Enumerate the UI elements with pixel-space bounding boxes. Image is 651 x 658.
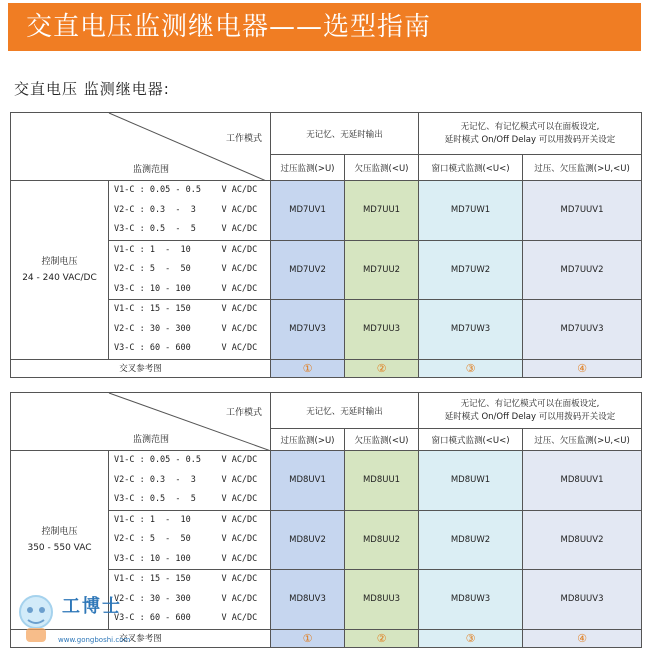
cross-ref-mark: ④: [523, 359, 642, 377]
model-cell: MD8UV3: [271, 570, 345, 630]
page-title: 交直电压监测继电器——选型指南: [26, 12, 432, 42]
range-group-3: [109, 300, 271, 360]
memory-header-line1: 无记忆、有记忆模式可以在面板设定,: [460, 121, 600, 132]
range-line: V1-C : 0.05 - 0.5 V AC/DC: [114, 455, 258, 465]
range-line: V2-C : 30 - 300 V AC/DC: [114, 323, 258, 334]
model-cell: MD8UV2: [271, 510, 345, 570]
model-cell: MD8UV1: [271, 451, 345, 511]
model-cell: MD7UW3: [419, 300, 523, 360]
no-memory-header: 无记忆、无延时输出: [271, 393, 419, 429]
model-cell: MD7UV3: [271, 300, 345, 360]
range-line: V3-C : 0.5 - 5 V AC/DC: [114, 224, 258, 234]
model-cell: MD7UU3: [345, 300, 419, 360]
range-group-2: [109, 240, 271, 300]
under-voltage-header: 欠压监测(<U): [345, 429, 419, 451]
over-under-header: 过压、欠压监测(>U,<U): [523, 429, 642, 451]
range-line: V2-C : 0.3 - 3 V AC/DC: [114, 474, 258, 485]
no-memory-header: 无记忆、无延时输出: [271, 113, 419, 155]
control-voltage-value: 350 - 550 VAC: [27, 542, 92, 553]
range-group-1: [109, 451, 271, 511]
cross-reference-label: 交叉参考图: [11, 359, 271, 377]
model-cell: MD8UU3: [345, 570, 419, 630]
range-line: V1-C : 1 - 10 V AC/DC: [114, 244, 258, 255]
model-cell: MD7UV1: [271, 181, 345, 241]
cross-ref-mark: ①: [271, 629, 345, 647]
cross-ref-mark: ①: [271, 359, 345, 377]
range-line: V3-C : 60 - 600 V AC/DC: [114, 343, 258, 353]
model-cell: MD8UUV3: [523, 570, 642, 630]
model-cell: MD7UU2: [345, 240, 419, 300]
model-cell: MD7UUV2: [523, 240, 642, 300]
over-voltage-header: 过压监测(>U): [271, 155, 345, 181]
cross-ref-mark: ③: [419, 629, 523, 647]
window-mode-header: 窗口模式监测(<U<): [419, 155, 523, 181]
model-cell: MD8UW3: [419, 570, 523, 630]
model-cell: MD8UUV1: [523, 451, 642, 511]
selection-table-1: [10, 112, 642, 378]
cross-ref-mark: ③: [419, 359, 523, 377]
model-cell: MD7UW1: [419, 181, 523, 241]
range-line: V1-C : 15 - 150 V AC/DC: [114, 304, 258, 314]
model-cell: MD8UW2: [419, 510, 523, 570]
cross-ref-mark: ④: [523, 629, 642, 647]
range-line: V3-C : 60 - 600 V AC/DC: [114, 613, 258, 623]
range-line: V2-C : 5 - 50 V AC/DC: [114, 264, 258, 274]
memory-header-line2: 延时模式 On/Off Delay 可以用拨码开关设定: [444, 134, 616, 145]
over-under-header: 过压、欠压监测(>U,<U): [523, 155, 642, 181]
memory-header: [419, 113, 642, 155]
range-line: V2-C : 30 - 300 V AC/DC: [114, 593, 258, 604]
range-line: V3-C : 10 - 100 V AC/DC: [114, 283, 258, 294]
range-line: V1-C : 0.05 - 0.5 V AC/DC: [114, 185, 258, 195]
range-line: V2-C : 5 - 50 V AC/DC: [114, 534, 258, 544]
over-voltage-header: 过压监测(>U): [271, 429, 345, 451]
control-voltage-label: 控制电压: [41, 256, 78, 267]
model-cell: MD7UUV3: [523, 300, 642, 360]
range-group-2: [109, 510, 271, 570]
memory-header: [419, 393, 642, 429]
model-cell: MD8UW1: [419, 451, 523, 511]
monitor-range-label: 监测范围: [133, 165, 170, 175]
window-mode-header: 窗口模式监测(<U<): [419, 429, 523, 451]
range-line: V3-C : 10 - 100 V AC/DC: [114, 553, 258, 564]
range-group-1: [109, 181, 271, 241]
page-title-banner: [8, 3, 641, 51]
memory-header-line1: 无记忆、有记忆模式可以在面板设定,: [460, 398, 600, 409]
memory-header-line2: 延时模式 On/Off Delay 可以用拨码开关设定: [444, 411, 616, 422]
model-cell: MD7UW2: [419, 240, 523, 300]
control-voltage-value: 24 - 240 VAC/DC: [22, 272, 97, 283]
range-line: V3-C : 0.5 - 5 V AC/DC: [114, 494, 258, 504]
section-subtitle: 交直电压 监测继电器:: [14, 80, 170, 98]
range-line: V1-C : 1 - 10 V AC/DC: [114, 514, 258, 525]
model-cell: MD8UUV2: [523, 510, 642, 570]
model-cell: MD8UU2: [345, 510, 419, 570]
control-voltage-cell: [11, 181, 109, 360]
cross-ref-mark: ②: [345, 359, 419, 377]
cross-reference-label: 交叉参考图: [11, 629, 271, 647]
monitor-range-label: 监测范围: [133, 435, 170, 445]
under-voltage-header: 欠压监测(<U): [345, 155, 419, 181]
diagonal-header-cell: [11, 393, 271, 451]
model-cell: MD7UV2: [271, 240, 345, 300]
model-cell: MD7UU1: [345, 181, 419, 241]
model-cell: MD7UUV1: [523, 181, 642, 241]
range-line: V2-C : 0.3 - 3 V AC/DC: [114, 204, 258, 215]
range-line: V1-C : 15 - 150 V AC/DC: [114, 574, 258, 584]
work-mode-label: 工作模式: [225, 134, 262, 144]
cross-ref-mark: ②: [345, 629, 419, 647]
diagonal-header-cell: [11, 113, 271, 181]
work-mode-label: 工作模式: [225, 408, 262, 418]
control-voltage-label: 控制电压: [41, 526, 78, 537]
watermark-brand: 工博士: [62, 596, 122, 617]
watermark-url: www.gongboshi.com: [58, 636, 131, 644]
model-cell: MD8UU1: [345, 451, 419, 511]
